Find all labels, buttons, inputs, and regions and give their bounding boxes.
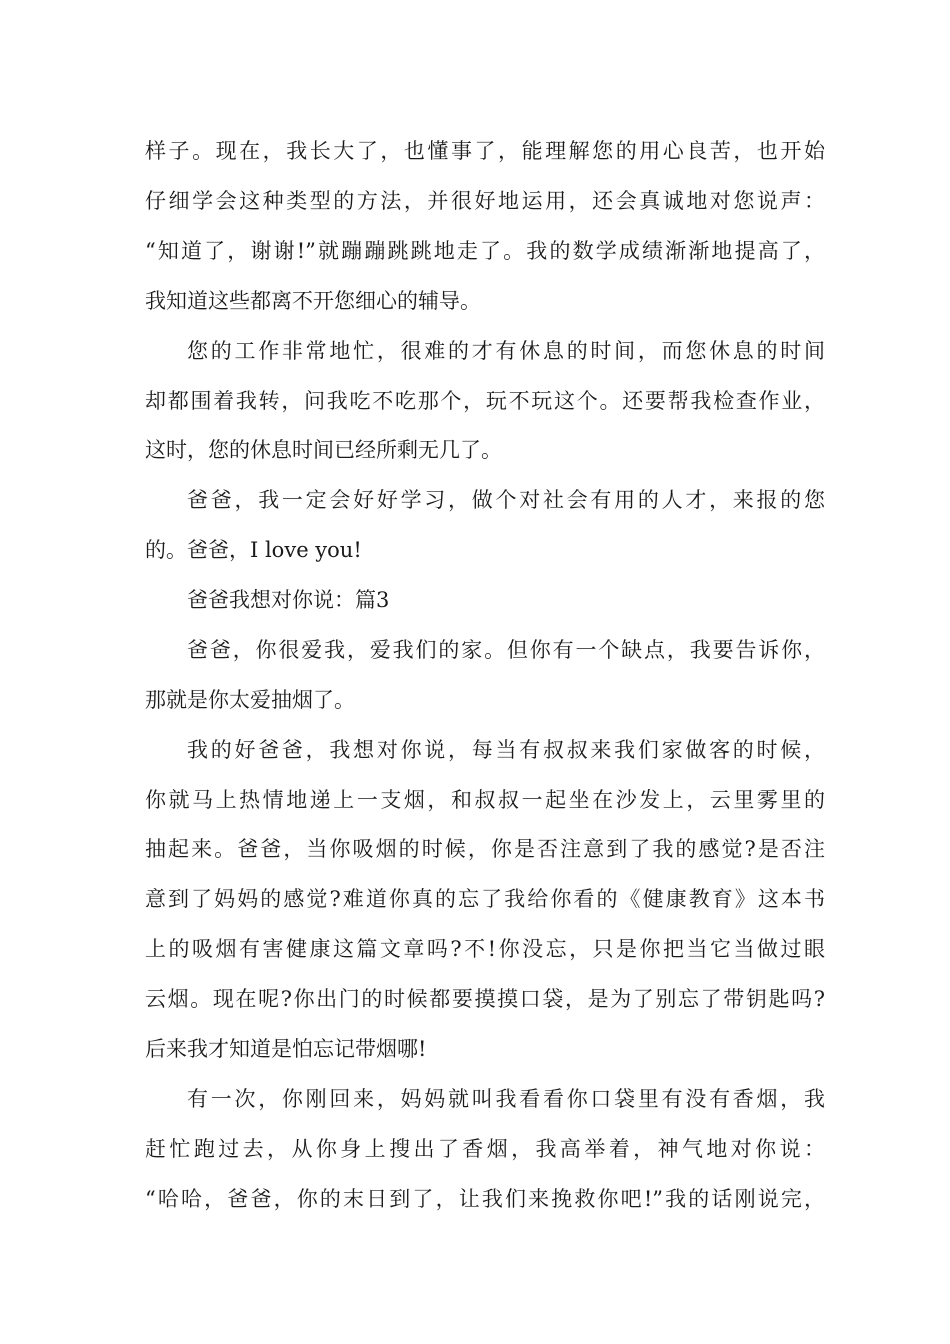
section-heading: 爸爸我想对你说：篇3 — [187, 588, 390, 612]
text-line: 您的工作非常地忙，很难的才有休息的时间，而您休息的时间 — [187, 339, 825, 363]
text-line: 爸爸，你很爱我，爱我们的家。但你有一个缺点，我要告诉你， — [187, 638, 825, 662]
text-line: 却都围着我转，问我吃不吃那个，玩不玩这个。还要帮我检查作业， — [145, 389, 825, 413]
text-line: 那就是你太爱抽烟了。 — [145, 688, 355, 712]
text-line: 的。爸爸，I love you! — [145, 538, 362, 562]
text-line: 爸爸，我一定会好好学习，做个对社会有用的人才，来报的您 — [187, 488, 825, 512]
text-line: 我的好爸爸，我想对你说，每当有叔叔来我们家做客的时候， — [187, 738, 825, 762]
text-line: 你就马上热情地递上一支烟，和叔叔一起坐在沙发上，云里雾里的 — [145, 788, 825, 812]
text-line: 这时，您的休息时间已经所剩无几了。 — [145, 438, 502, 462]
text-line: “哈哈，爸爸，你的末日到了，让我们来挽救你吧!”我的话刚说完， — [145, 1187, 825, 1211]
text-line: 抽起来。爸爸，当你吸烟的时候，你是否注意到了我的感觉?是否注 — [145, 837, 825, 861]
text-line: 有一次，你刚回来，妈妈就叫我看看你口袋里有没有香烟，我 — [187, 1087, 825, 1111]
text-line: 仔细学会这种类型的方法，并很好地运用，还会真诚地对您说声： — [145, 189, 825, 213]
text-line: 上的吸烟有害健康这篇文章吗?不!你没忘，只是你把当它当做过眼 — [145, 937, 825, 961]
text-line: 我知道这些都离不开您细心的辅导。 — [145, 289, 481, 313]
text-line: 意到了妈妈的感觉?难道你真的忘了我给你看的《健康教育》这本书 — [145, 887, 825, 911]
text-line: “知道了，谢谢!”就蹦蹦跳跳地走了。我的数学成绩渐渐地提高了， — [145, 239, 825, 263]
text-line: 后来我才知道是怕忘记带烟哪! — [145, 1037, 427, 1061]
text-line: 赶忙跑过去，从你身上搜出了香烟，我高举着，神气地对你说： — [145, 1137, 825, 1161]
text-line: 云烟。现在呢?你出门的时候都要摸摸口袋，是为了别忘了带钥匙吗? — [145, 987, 825, 1011]
text-line: 样子。现在，我长大了，也懂事了，能理解您的用心良苦，也开始 — [145, 139, 825, 163]
